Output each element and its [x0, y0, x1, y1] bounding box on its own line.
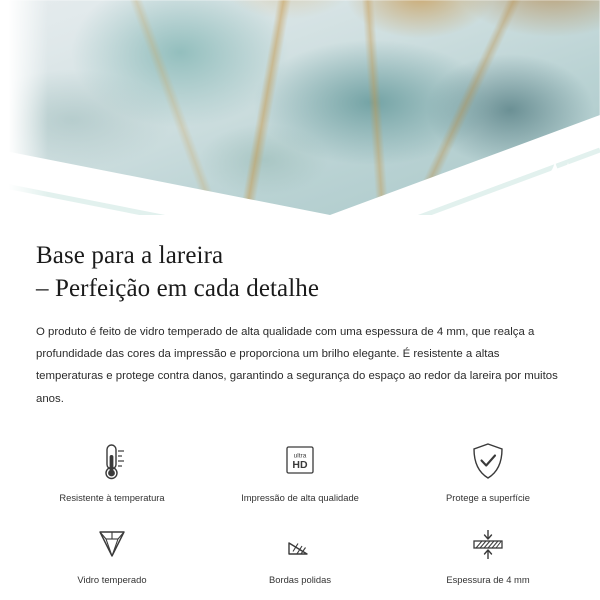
product-description: O produto é feito de vidro temperado de alta qualidade com uma espessura de 4 mm, que realça a profundidade das cores da impressão e proporciona um brilho elegante. É resistente a altas temperaturas e protege contra danos, garantindo a segurança do espaço ao redor da lareira por muitos anos. — [36, 326, 558, 405]
sparkle-icon — [534, 158, 576, 200]
title-line-1: Base para a lareira — [36, 242, 224, 269]
feature-surface-protection — [394, 436, 582, 510]
feature-label: Protege a superfície — [446, 491, 530, 503]
feature-label: Resistente à temperatura — [59, 491, 165, 503]
feature-temperature-resistant — [18, 436, 206, 510]
thermometer-icon — [95, 440, 129, 484]
thickness-4mm-icon — [466, 522, 510, 566]
feature-tempered-glass — [18, 518, 206, 592]
shield-check-icon — [469, 440, 507, 484]
content-block — [0, 215, 600, 410]
feature-grid — [0, 436, 600, 592]
feature-label: Vidro temperado — [77, 574, 147, 586]
marble-glass-panel-image — [0, 0, 600, 215]
svg-text:HD: HD — [292, 458, 308, 471]
diamond-icon — [92, 522, 132, 566]
feature-label: Espessura de 4 mm — [446, 574, 530, 586]
hero-image — [0, 0, 600, 215]
polished-edges-icon — [280, 522, 320, 566]
title-line-2: – Perfeição em cada detalhe — [36, 275, 320, 302]
image-fade-left — [0, 0, 48, 215]
ultra-hd-icon — [280, 440, 320, 484]
feature-label: Bordas polidas — [268, 574, 332, 586]
feature-thickness — [394, 518, 582, 592]
feature-print-quality — [206, 436, 394, 510]
feature-polished-edges — [206, 518, 394, 592]
svg-text:ultra: ultra — [293, 452, 307, 460]
page-title — [36, 239, 564, 305]
feature-label: Impressão de alta qualidade — [241, 491, 359, 503]
